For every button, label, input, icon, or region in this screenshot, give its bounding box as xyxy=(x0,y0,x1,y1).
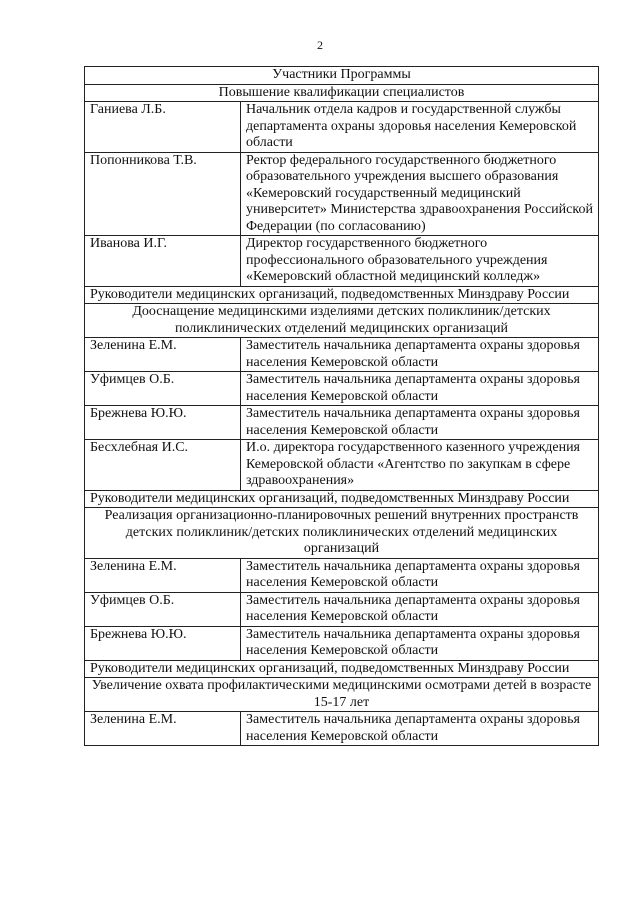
section-title: Повышение квалификации специалистов xyxy=(85,84,599,102)
section-header-row xyxy=(85,508,599,559)
participant-role: Заместитель начальника департамента охраны здоровья населения Кемеровской области xyxy=(241,592,599,626)
participant-role: Заместитель начальника департамента охраны здоровья населения Кемеровской области xyxy=(241,372,599,406)
group-row xyxy=(85,490,599,508)
participant-role: Начальник отдела кадров и государственной службы департамента охраны здоровья населения Кемеровской области xyxy=(241,102,599,153)
participant-role: Заместитель начальника департамента охраны здоровья населения Кемеровской области xyxy=(241,338,599,372)
participant-name: Брежнева Ю.Ю. xyxy=(85,406,241,440)
participants-table xyxy=(84,66,599,746)
participant-role: Заместитель начальника департамента охраны здоровья населения Кемеровской области xyxy=(241,712,599,746)
participant-row xyxy=(85,626,599,660)
participant-role: Заместитель начальника департамента охраны здоровья населения Кемеровской области xyxy=(241,626,599,660)
section-header-row xyxy=(85,84,599,102)
participant-row xyxy=(85,236,599,287)
participant-name: Попонникова Т.В. xyxy=(85,152,241,236)
group-row xyxy=(85,286,599,304)
participant-name: Зеленина Е.М. xyxy=(85,338,241,372)
section-header-row xyxy=(85,678,599,712)
participant-role: Ректор федерального государственного бюджетного образовательного учреждения высшего образования «Кемеровский государственный медицинский университет» Министерства здравоохранения Российской Федерации (по согласованию) xyxy=(241,152,599,236)
participant-row xyxy=(85,712,599,746)
participant-name: Брежнева Ю.Ю. xyxy=(85,626,241,660)
participants-table-body xyxy=(85,67,599,746)
participant-name: Иванова И.Г. xyxy=(85,236,241,287)
page-number: 2 xyxy=(317,38,323,52)
section-header-row xyxy=(85,67,599,85)
section-header-row xyxy=(85,304,599,338)
participant-row xyxy=(85,372,599,406)
participant-row xyxy=(85,406,599,440)
participant-name: Уфимцев О.Б. xyxy=(85,592,241,626)
participant-row xyxy=(85,558,599,592)
participant-row xyxy=(85,152,599,236)
group-text: Руководители медицинских организаций, подведомственных Минздраву России xyxy=(85,286,599,304)
participant-name: Зеленина Е.М. xyxy=(85,712,241,746)
participant-row xyxy=(85,592,599,626)
participant-name: Бесхлебная И.С. xyxy=(85,440,241,491)
group-text: Руководители медицинских организаций, подведомственных Минздраву России xyxy=(85,660,599,678)
participant-role: И.о. директора государственного казенного учреждения Кемеровской области «Агентство по закупкам в сфере здравоохранения» xyxy=(241,440,599,491)
participant-name: Зеленина Е.М. xyxy=(85,558,241,592)
section-title: Увеличение охвата профилактическими медицинскими осмотрами детей в возрасте 15-17 лет xyxy=(85,678,599,712)
participant-role: Заместитель начальника департамента охраны здоровья населения Кемеровской области xyxy=(241,406,599,440)
participant-name: Ганиева Л.Б. xyxy=(85,102,241,153)
participant-row xyxy=(85,440,599,491)
participant-role: Заместитель начальника департамента охраны здоровья населения Кемеровской области xyxy=(241,558,599,592)
participant-role: Директор государственного бюджетного профессионального образовательного учреждения «Кемеровский областной медицинский колледж» xyxy=(241,236,599,287)
participant-name: Уфимцев О.Б. xyxy=(85,372,241,406)
group-text: Руководители медицинских организаций, подведомственных Минздраву России xyxy=(85,490,599,508)
participant-row xyxy=(85,338,599,372)
section-title: Дооснащение медицинскими изделиями детских поликлиник/детских поликлинических отделений медицинских организаций xyxy=(85,304,599,338)
section-title: Реализация организационно-планировочных решений внутренних пространств детских поликлиник/детских поликлинических отделений медицинских организаций xyxy=(85,508,599,559)
participant-row xyxy=(85,102,599,153)
group-row xyxy=(85,660,599,678)
section-title: Участники Программы xyxy=(85,67,599,85)
